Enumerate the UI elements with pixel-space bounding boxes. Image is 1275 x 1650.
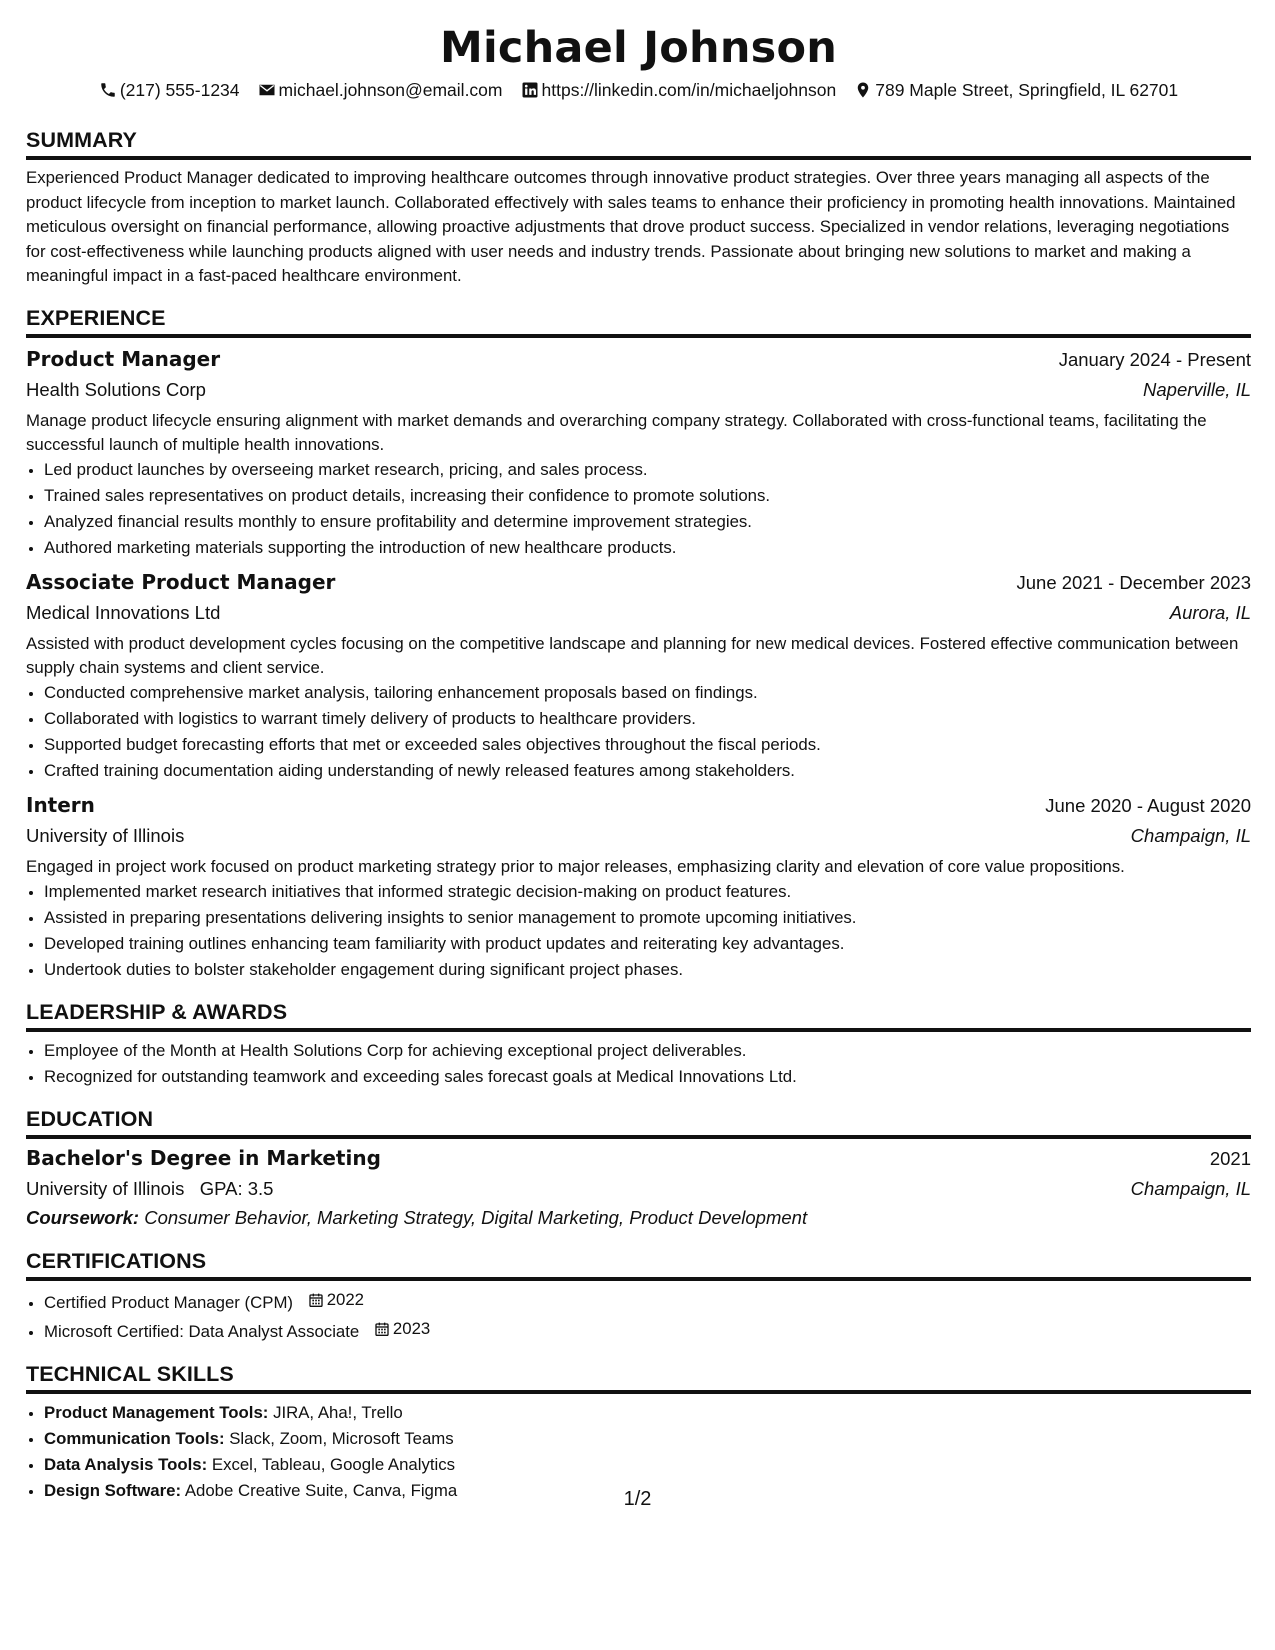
skill-label: Communication Tools: (44, 1428, 225, 1448)
page-indicator: 1/2 (623, 1488, 652, 1510)
map-marker-icon (854, 81, 872, 99)
list-item: • Recognized for outstanding teamwork and exceeding sales forecast goals at Medical Innovations Ltd. (44, 1064, 1251, 1090)
skills-section (26, 1361, 1251, 1504)
list-item: • Implemented market research initiatives that informed strategic decision-making on product features. (44, 879, 1251, 905)
skill-label: Design Software: (44, 1480, 182, 1500)
skill-label: Product Management Tools: (44, 1402, 269, 1422)
section-title-skills: TECHNICAL SKILLS (26, 1361, 1251, 1394)
list-item (44, 1400, 1251, 1426)
address-text: 789 Maple Street, Springfield, IL 62701 (875, 80, 1179, 100)
list-item: • Analyzed financial results monthly to ensure profitability and determine improvement strategies. (44, 509, 1251, 535)
list-item: • Crafted training documentation aiding understanding of newly released features among stakeholders. (44, 758, 1251, 784)
list-item (44, 1316, 1251, 1345)
coursework-label: Coursework: (26, 1206, 140, 1228)
job-description: Assisted with product development cycles focusing on the competitive landscape and planning for new medical devices. Fostered effective communication between supply chain systems and client service. (26, 633, 1239, 677)
calendar-icon (308, 1292, 324, 1308)
contact-address (854, 79, 1178, 101)
summary-section (26, 127, 1251, 289)
job-dates: June 2020 - August 2020 (1045, 794, 1251, 816)
summary-text: Experienced Product Manager dedicated to improving healthcare outcomes through innovative product strategies. Over three years managing all aspects of the product lifecycle from inception to market launch. Collaborated effectively with sales teams to enhance their proficiency in promoting health innovations. Maintained meticulous oversight on financial performance, allowing proactive adjustments that drove product success. Specialized in vendor relations, leveraging negotiations for cost-effectiveness while launching products aligned with user needs and industry trends. Passionate about bringing new solutions to market and making a meaningful impact in a fast-paced healthcare environment. (26, 168, 1236, 285)
cert-year: 2023 (392, 1318, 431, 1338)
list-item: • Employee of the Month at Health Solutions Corp for achieving exceptional project deliverables. (44, 1038, 1251, 1064)
cert-name: Certified Product Manager (CPM) (44, 1292, 294, 1312)
cert-name: Microsoft Certified: Data Analyst Associate (44, 1321, 360, 1341)
job-role: Associate Product Manager (26, 569, 336, 594)
phone-icon (99, 81, 117, 99)
education-section (26, 1106, 1251, 1232)
leadership-section (26, 999, 1251, 1090)
calendar-icon (374, 1321, 390, 1337)
section-title-experience: EXPERIENCE (26, 305, 1251, 338)
section-title-education: EDUCATION (26, 1106, 1251, 1139)
envelope-icon (258, 81, 276, 99)
linkedin-text: https://linkedin.com/in/michaeljohnson (541, 80, 837, 100)
school-location: Champaign, IL (1130, 1177, 1251, 1199)
cert-year: 2022 (326, 1289, 365, 1309)
job-bullets (26, 680, 1251, 784)
job-dates: January 2024 - Present (1058, 348, 1251, 370)
job-location: Champaign, IL (1130, 824, 1251, 846)
job-location: Naperville, IL (1143, 378, 1251, 400)
job-bullets (26, 879, 1251, 983)
job-description: Manage product lifecycle ensuring alignment with market demands and overarching company strategy. Collaborated with cross-functional teams, facilitating the successful launch of multiple health innovations. (26, 410, 1207, 454)
list-item: • Developed training outlines enhancing team familiarity with product updates and reiterating key advantages. (44, 931, 1251, 957)
list-item: • Undertook duties to bolster stakeholder engagement during significant project phases. (44, 957, 1251, 983)
coursework-line (26, 1204, 1251, 1232)
job-role: Intern (26, 792, 95, 817)
list-item (44, 1287, 1251, 1316)
gpa: GPA: 3.5 (199, 1177, 274, 1199)
contact-linkedin[interactable] (521, 79, 837, 101)
cert-date (374, 1316, 430, 1342)
job-role: Product Manager (26, 346, 221, 371)
coursework-list: Consumer Behavior, Marketing Strategy, Digital Marketing, Product Development (144, 1206, 808, 1228)
degree-title: Bachelor's Degree in Marketing (26, 1145, 381, 1170)
list-item: • Collaborated with logistics to warrant timely delivery of products to healthcare providers. (44, 706, 1251, 732)
experience-section (26, 305, 1251, 983)
list-item: • Led product launches by overseeing market research, pricing, and sales process. (44, 457, 1251, 483)
phone-text: (217) 555-1234 (119, 80, 240, 100)
job-dates: June 2021 - December 2023 (1016, 571, 1251, 593)
cert-date (308, 1287, 364, 1313)
leadership-list (26, 1038, 1251, 1090)
certifications-list (26, 1287, 1251, 1345)
job-location: Aurora, IL (1169, 601, 1251, 623)
list-item (44, 1452, 1251, 1478)
job-entry (26, 567, 1251, 784)
list-item: • Trained sales representatives on product details, increasing their confidence to promote solutions. (44, 483, 1251, 509)
list-item: • Conducted comprehensive market analysis, tailoring enhancement proposals based on findings. (44, 680, 1251, 706)
skill-label: Data Analysis Tools: (44, 1454, 208, 1474)
skill-value: Excel, Tableau, Google Analytics (211, 1454, 456, 1474)
job-company: Medical Innovations Ltd (26, 601, 221, 623)
email-text: michael.johnson@email.com (278, 80, 503, 100)
contact-phone[interactable] (99, 79, 240, 101)
school-name: University of Illinois (26, 1177, 185, 1199)
resume-page (26, 20, 1251, 1504)
job-entry (26, 344, 1251, 561)
job-description: Engaged in project work focused on product marketing strategy prior to major releases, emphasizing clarity and elevation of core value propositions. (26, 856, 1125, 876)
section-title-leadership: LEADERSHIP & AWARDS (26, 999, 1251, 1032)
contact-bar (26, 79, 1251, 101)
skill-value: Slack, Zoom, Microsoft Teams (229, 1428, 454, 1448)
graduation-year: 2021 (1209, 1147, 1251, 1169)
contact-email[interactable] (258, 79, 503, 101)
list-item: • Supported budget forecasting efforts that met or exceeded sales objectives throughout the fiscal periods. (44, 732, 1251, 758)
certifications-section (26, 1248, 1251, 1345)
job-entry (26, 790, 1251, 983)
job-bullets (26, 457, 1251, 561)
list-item (44, 1426, 1251, 1452)
job-company: University of Illinois (26, 824, 185, 846)
list-item: • Assisted in preparing presentations delivering insights to senior management to promote upcoming initiatives. (44, 905, 1251, 931)
job-company: Health Solutions Corp (26, 378, 206, 400)
skill-value: Adobe Creative Suite, Canva, Figma (184, 1480, 458, 1500)
school-line (26, 1174, 273, 1204)
section-title-certifications: CERTIFICATIONS (26, 1248, 1251, 1281)
linkedin-icon (521, 81, 539, 99)
section-title-summary: SUMMARY (26, 127, 1251, 160)
skill-value: JIRA, Aha!, Trello (273, 1402, 403, 1422)
list-item: • Authored marketing materials supporting the introduction of new healthcare products. (44, 535, 1251, 561)
candidate-name: Michael Johnson (439, 23, 838, 73)
